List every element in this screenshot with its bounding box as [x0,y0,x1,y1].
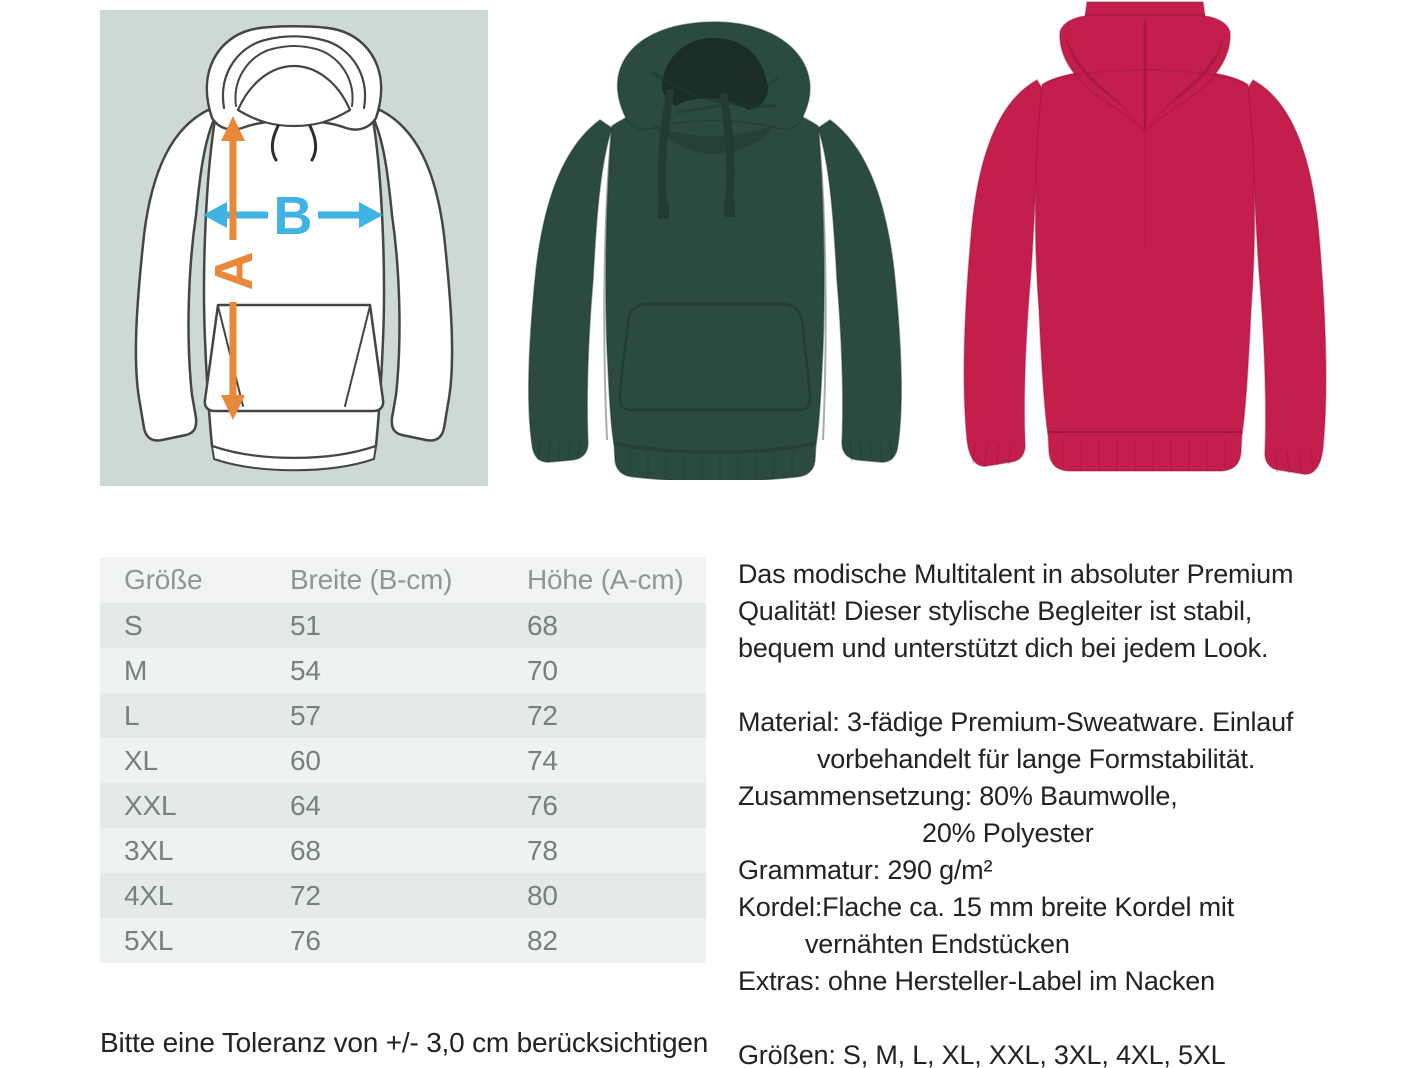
cell-height: 74 [527,738,706,783]
table-header-row [100,557,706,603]
column-header-width: Breite (B-cm) [290,557,527,603]
cell-height: 78 [527,828,706,873]
description-line: Grammatur: 290 g/m² [738,855,993,885]
cell-width: 51 [290,603,527,648]
description-line: Das modische Multitalent in absoluter Premium [738,559,1294,589]
back-hoodie-image [945,0,1345,498]
cell-height: 80 [527,873,706,918]
width-label: B [273,186,313,246]
cell-width: 57 [290,693,527,738]
cell-height: 68 [527,603,706,648]
cell-size: 3XL [100,828,290,873]
cell-size: 5XL [100,918,290,963]
tolerance-note: Bitte eine Toleranz von +/- 3,0 cm berücksichtigen [100,1027,709,1058]
product-description [738,556,1424,1068]
cell-width: 72 [290,873,527,918]
table-row [100,783,706,828]
front-left-sleeve [529,120,612,462]
cell-size: XL [100,738,290,783]
description-line: Kordel:Flache ca. 15 mm breite Kordel mit [738,892,1235,922]
column-header-size: Größe [100,557,290,603]
column-header-height: Höhe (A-cm) [527,557,706,603]
cell-width: 76 [290,918,527,963]
height-label: A [204,251,264,291]
description-line: Größen: S, M, L, XL, XXL, 3XL, 4XL, 5XL [738,1040,1226,1068]
cell-height: 76 [527,783,706,828]
front-right-sleeve [818,120,901,462]
hoodie-measurement-drawing [100,10,488,486]
description-line: Extras: ohne Hersteller-Label im Nacken [738,966,1215,996]
back-left-sleeve [964,80,1042,466]
cell-width: 64 [290,783,527,828]
description-line: 20% Polyester [922,818,1094,848]
table-row [100,603,706,648]
cell-size: M [100,648,290,693]
spacer [738,1000,1424,1037]
front-pocket [620,304,810,410]
table-row [100,828,706,873]
product-photo-front [500,8,930,480]
back-right-sleeve [1248,80,1326,474]
cell-height: 70 [527,648,706,693]
cell-size: XXL [100,783,290,828]
cell-height: 72 [527,693,706,738]
table-row [100,738,706,783]
description-line: bequem und unterstützt dich bei jedem Look. [738,633,1269,663]
measurement-diagram-panel [100,10,488,486]
description-line: vorbehandelt für lange Formstabilität. [817,744,1256,774]
cell-width: 54 [290,648,527,693]
product-photo-back [945,0,1345,498]
description-line: Zusammensetzung: 80% Baumwolle, [738,781,1178,811]
description-line: vernähten Endstücken [805,929,1070,959]
table-row [100,648,706,693]
cell-size: S [100,603,290,648]
cell-size: 4XL [100,873,290,918]
table-row [100,873,706,918]
front-hoodie-image [500,8,930,480]
size-table [100,557,706,963]
cell-width: 60 [290,738,527,783]
table-row [100,693,706,738]
table-row [100,918,706,963]
description-line: Material: 3-fädige Premium-Sweatware. Einlauf [738,707,1294,737]
spacer [738,667,1424,704]
cell-height: 82 [527,918,706,963]
description-line: Qualität! Dieser stylische Begleiter ist stabil, [738,596,1253,626]
back-hem [1048,432,1242,471]
cell-size: L [100,693,290,738]
cell-width: 68 [290,828,527,873]
